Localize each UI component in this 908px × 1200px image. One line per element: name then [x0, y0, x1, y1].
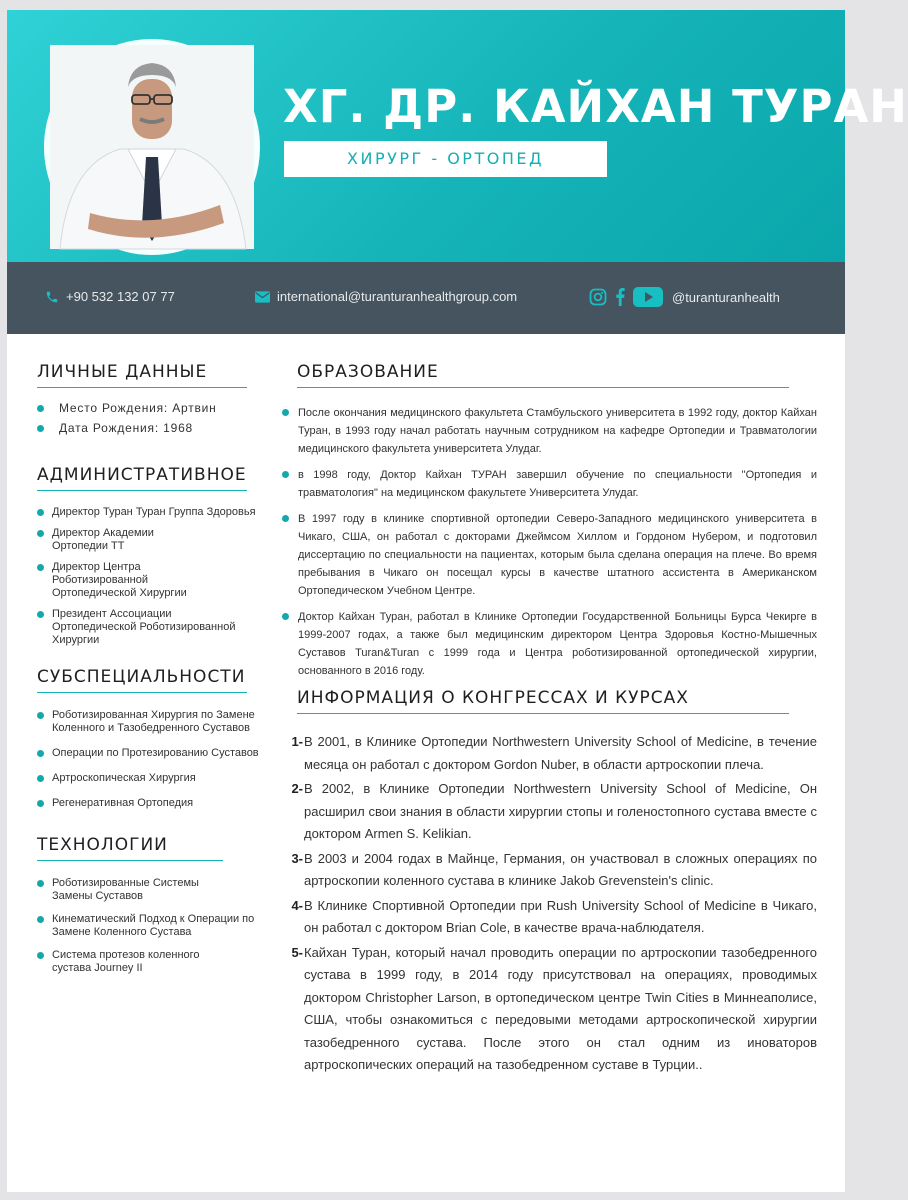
list-item: Доктор Кайхан Туран, работал в Клинике Ортопедии Государственной Больницы Бурса Чекирге в 1999-2007 годах, а также был медицинским директором Центра Здоровья Костно-Мышечных Суставов Turan&Turan с 1999 года и Центра роботизированной ортопедической хирургии, основанного в 2016 году. [282, 608, 817, 680]
item-number: 4- [291, 897, 303, 913]
personal-heading: ЛИЧНЫЕ ДАННЫЕ [37, 362, 247, 388]
doctor-title: ХИРУРГ - ОРТОПЕД [284, 141, 607, 177]
administrative-heading: АДМИНИСТРАТИВНОЕ [37, 465, 247, 491]
technologies-list [37, 877, 267, 975]
right-column [282, 362, 817, 1077]
phone-number: +90 532 132 07 77 [66, 289, 175, 304]
list-item: Директор Туран Туран Группа Здоровья [37, 506, 267, 519]
instagram-icon[interactable] [589, 288, 607, 306]
administrative-section [37, 465, 267, 647]
list-item: Роботизированная Хирургия по Замене Коленного и Тазобедренного Суставов [37, 709, 267, 735]
mail-icon [255, 291, 270, 303]
list-item: в 1998 году, Доктор Кайхан ТУРАН завершил обучение по специальности "Ортопедия и травматология" на медицинском факультете Университета Улудаг. [282, 466, 817, 502]
contact-social [589, 287, 780, 307]
list-item [282, 778, 817, 846]
list-item: В 1997 году в клинике спортивной ортопедии Северо-Западного медицинского университета в Чикаго, США, он работал с докторами Джеймсом Хиллом и Гордоном Нубером, и подготовил диссертацию по специальности на пациентах, которым была сделана операция на плече. Во время пребывания в Чикаго он посещал курсы в качестве штатного ассистента в Американском Ортопедическом Учебном Центре. [282, 510, 817, 600]
administrative-list [37, 506, 267, 647]
list-item: Дата Рождения: 1968 [37, 422, 267, 435]
education-section [282, 362, 817, 680]
list-item: Директор Центра Роботизированной Ортопедической Хирургии [37, 561, 217, 600]
personal-section [37, 362, 267, 435]
item-number: 2- [291, 781, 303, 796]
cv-page [7, 10, 908, 1192]
congresses-section [282, 688, 817, 1077]
social-handle[interactable]: @turanturanhealth [672, 289, 780, 305]
left-column [37, 362, 267, 975]
doctor-name: ХГ. ДР. КАЙХАН ТУРАН [283, 80, 908, 133]
congresses-heading: ИНФОРМАЦИЯ О КОНГРЕССАХ И КУРСАХ [297, 688, 789, 714]
list-item: Система протезов коленного сустава Journey II [37, 949, 227, 975]
facebook-icon[interactable] [614, 288, 626, 306]
phone-icon [45, 290, 59, 304]
item-text: Кайхан Туран, который начал проводить операции по артроскопии тазобедренного сустава в 1999 году, в 2014 году присутствовал на операциях, проводимых доктором Christopher Larson, в ортопедическом центре Twin Cities в Миннеаполисе, США, чтобы ознакомиться с передовыми методами артроскопической хирургии тазобедренного сустава. После этого он стал одним из иноваторов артроскопических операций на тазобедренном суставе в Турции.. [304, 944, 817, 1072]
email-address: international@turanturanhealthgroup.com [277, 289, 518, 304]
list-item: Роботизированные Системы Замены Суставов [37, 877, 207, 903]
personal-list [37, 402, 267, 435]
education-heading: ОБРАЗОВАНИЕ [297, 362, 789, 388]
list-item: Директор Академии Ортопедии ТТ [37, 527, 197, 553]
list-item: Операции по Протезированию Суставов [37, 747, 267, 760]
item-text: В Клинике Спортивной Ортопедии при Rush University School of Medicine в Чикаго, он работал с доктором Brian Cole, в качестве врача-наблюдателя. [304, 897, 817, 935]
youtube-icon[interactable] [633, 287, 663, 307]
item-text: В 2003 и 2004 годах в Майнце, Германия, он участвовал в сложных операциях по артроскопии коленного сустава в клинике Jakob Grevenstein's clinic. [304, 850, 817, 888]
item-number: 3- [291, 850, 303, 866]
item-text: В 2001, в Клинике Ортопедии Northwestern University School of Medicine, в течение месяца он работал с доктором Gordon Nuber, в области артроскопии плеча. [304, 734, 817, 772]
education-list [282, 404, 817, 680]
doctor-photo [44, 39, 260, 255]
subspecialties-section [37, 667, 267, 810]
subspecialties-heading: СУБСПЕЦИАЛЬНОСТИ [37, 667, 247, 693]
list-item: Регенеративная Ортопедия [37, 797, 267, 810]
technologies-heading: ТЕХНОЛОГИИ [37, 835, 223, 861]
list-item [282, 731, 817, 776]
contact-bar [7, 262, 845, 334]
doctor-portrait-illustration [50, 45, 254, 249]
list-item [282, 848, 817, 893]
list-item: Место Рождения: Артвин [37, 402, 267, 415]
list-item: Президент Ассоциации Ортопедической Роботизированной Хирургии [37, 608, 237, 647]
list-item [282, 942, 817, 1077]
list-item: Артроскопическая Хирургия [37, 772, 267, 785]
subspecialties-list [37, 709, 267, 810]
list-item [282, 895, 817, 940]
item-number: 5- [291, 944, 303, 960]
contact-email[interactable] [255, 289, 517, 304]
list-item: После окончания медицинского факультета Стамбульского университета в 1992 году, доктор Кайхан Туран, в 1993 году начал работать научным сотрудником на кафедре Ортопедии и Травматологии медицинского факультета университета Улудаг. [282, 404, 817, 458]
technologies-section [37, 835, 267, 975]
congresses-list [282, 731, 817, 1077]
header-banner [7, 10, 908, 262]
list-item: Кинематический Подход к Операции по Замене Коленного Сустава [37, 913, 267, 939]
item-text: В 2002, в Клинике Ортопедии Northwestern University School of Medicine, Он расширил свои знания в области хирургии стопы и голеностопного сустава вместе с доктором Armen S. Kelikian. [304, 781, 817, 841]
contact-phone[interactable] [45, 289, 175, 304]
item-number: 1- [291, 734, 303, 749]
